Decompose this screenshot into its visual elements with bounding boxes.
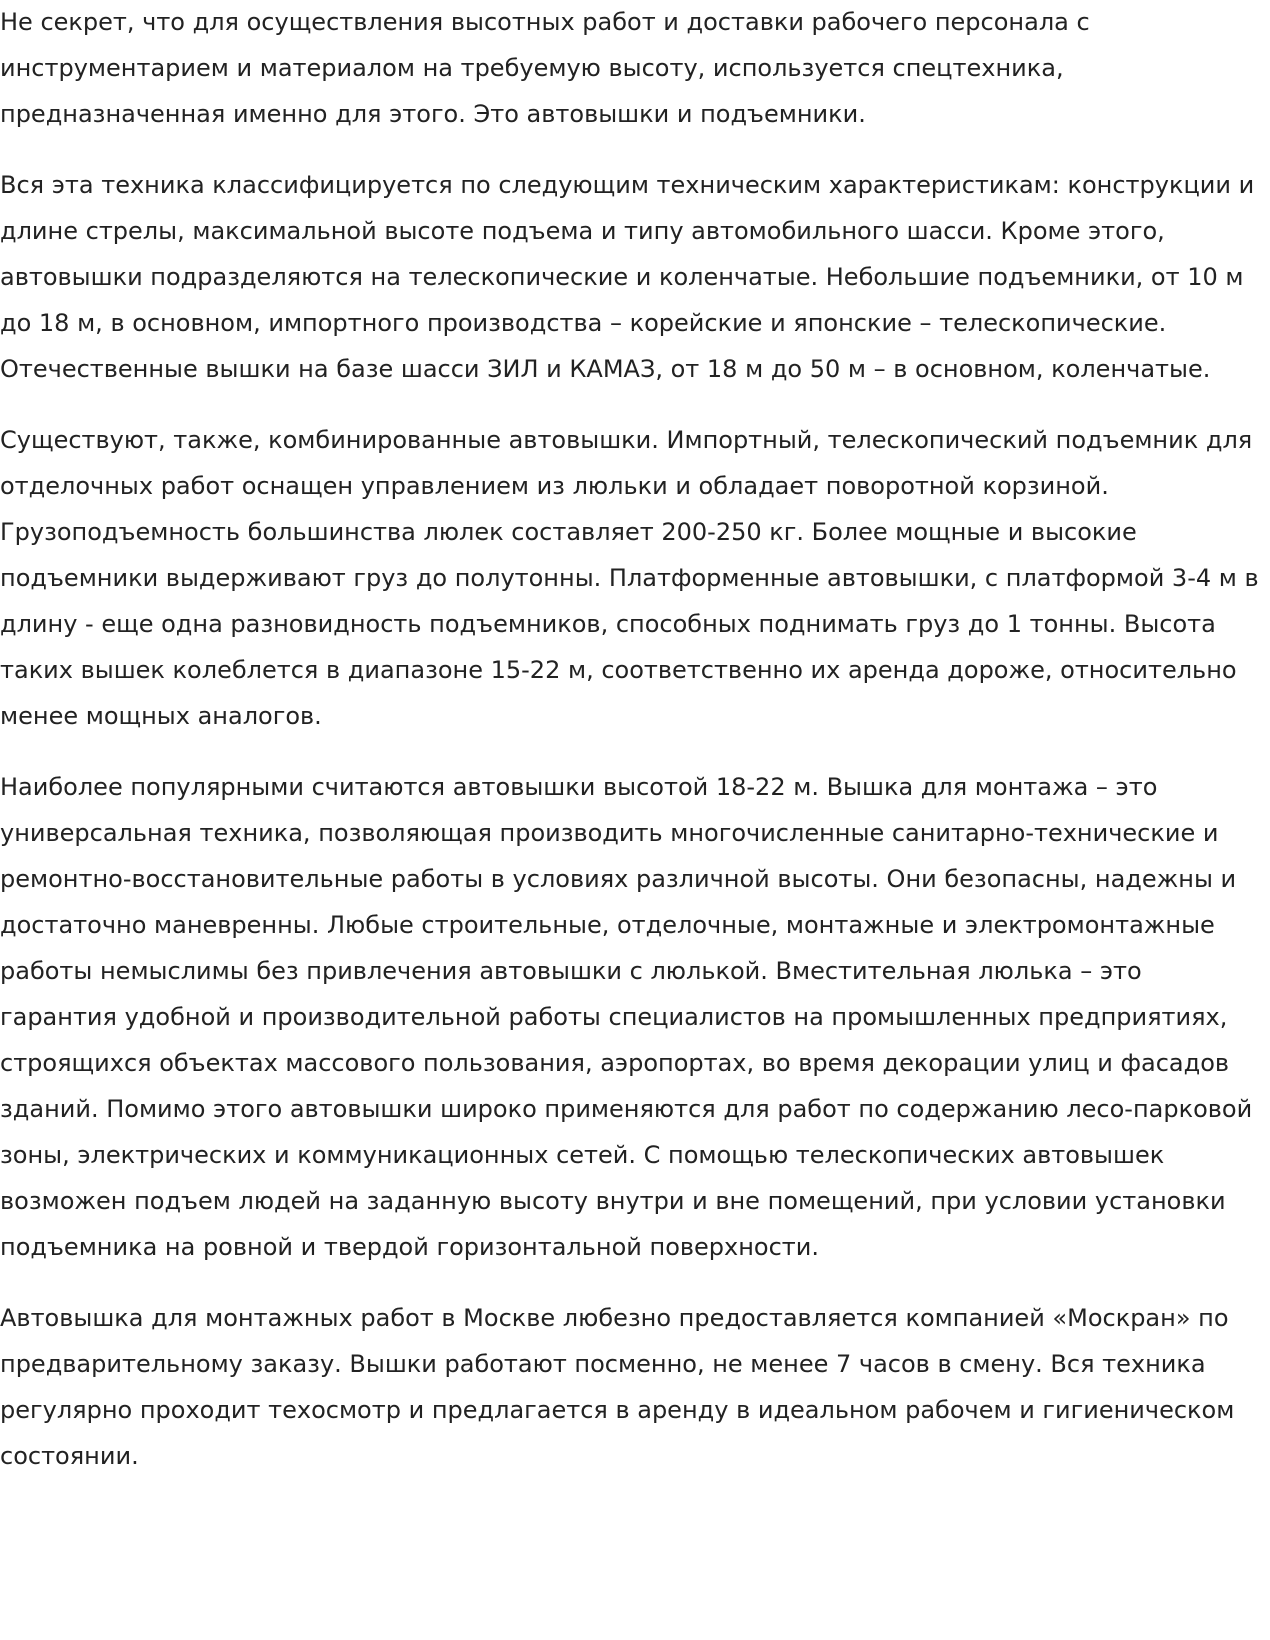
paragraph-combined-lifts: Существуют, также, комбинированные автовышки. Импортный, телескопический подъемник для отделочных работ оснащен управлением из люльки и обладает поворотной корзиной. Грузоподъемность большинства люлек составляет 200-250 кг. Более мощные и высокие подъемники выдерживают груз до полутонны. Платформенные автовышки, с платформой 3-4 м в длину - еще одна разновидность подъемников, способных поднимать груз до 1 тонны. Высота таких вышек колеблется в диапазоне 15-22 м, соответственно их аренда дороже, относительно менее мощных аналогов. — [0, 426, 1259, 730]
paragraph-popular-lifts: Наиболее популярными считаются автовышки высотой 18-22 м. Вышка для монтажа – это универсальная техника, позволяющая производить многочисленные санитарно-технические и ремонтно-восстановительные работы в условиях различной высоты. Они безопасны, надежны и достаточно маневренны. Любые строительные, отделочные, монтажные и электромонтажные работы немыслимы без привлечения автовышки с люлькой. Вместительная люлька – это гарантия удобной и производительной работы специалистов на промышленных предприятиях, строящихся объектах массового пользования, аэропортах, во время декорации улиц и фасадов зданий. Помимо этого автовышки широко применяются для работ по содержанию лесо-парковой зоны, электрических и коммуникационных сетей. С помощью телескопических автовышек возможен подъем людей на заданную высоту внутри и вне помещений, при условии установки подъемника на ровной и твердой горизонтальной поверхности. — [0, 773, 1253, 1261]
paragraph-classification: Вся эта техника классифицируется по следующим техническим характеристикам: конструкции и длине стрелы, максимальной высоте подъема и типу автомобильного шасси. Кроме этого, автовышки подразделяются на телескопические и коленчатые. Небольшие подъемники, от 10 м до 18 м, в основном, импортного производства – корейские и японские – телескопические. Отечественные вышки на базе шасси ЗИЛ и КАМАЗ, от 18 м до 50 м – в основном, коленчатые. — [0, 171, 1255, 383]
paragraph-company-offer: Автовышка для монтажных работ в Москве любезно предоставляется компанией «Москран» по предварительному заказу. Вышки работают посменно, не менее 7 часов в смену. Вся техника регулярно проходит техосмотр и предлагается в аренду в идеальном рабочем и гигиеническом состоянии. — [0, 1304, 1235, 1470]
paragraph-intro: Не секрет, что для осуществления высотных работ и доставки рабочего персонала с инструментарием и материалом на требуемую высоту, используется спецтехника, предназначенная именно для этого. Это автовышки и подъемники. — [0, 8, 1090, 128]
